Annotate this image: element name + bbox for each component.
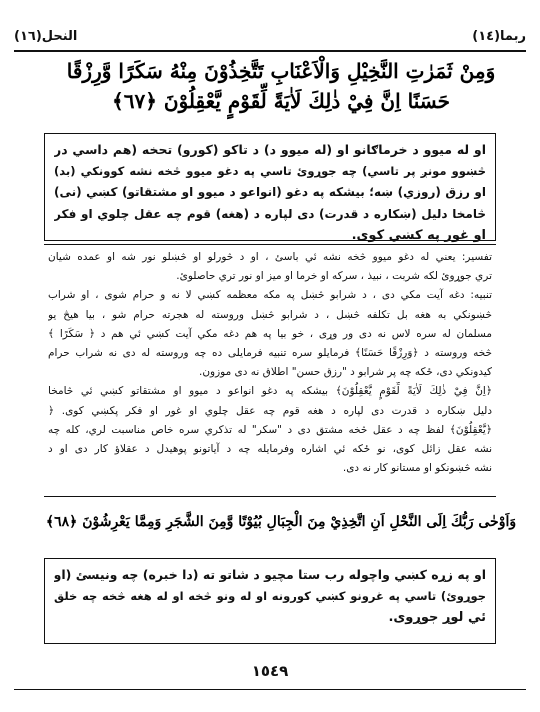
translation-line: څامخا دليل (ښکاره د قدرت) دی لپاره د (هغه) قوم چه عقل چلوي او فکر <box>54 206 486 221</box>
footer-divider <box>14 689 526 690</box>
commentary-line: نشه څښونکو او مستانو کار نه دی. <box>342 462 492 475</box>
verse-line: حَسَنًا اِنَّ فِيْ ذٰلِكَ لَاٰيَةً لِّقَوْمٍ يَّعْقِلُوْنَ ﴿٦٧﴾ <box>112 89 450 113</box>
arabic-verse-67 <box>40 56 522 128</box>
verse-line: وَاَوْحٰى رَبُّكَ اِلَى النَّحْلِ اَنِ اتَّخِذِيْ مِنَ الْجِبَالِ بُيُوْتًا وَّمِنَ الشَّجَرِ وَمِمَّا يَعْرِشُوْنَ ﴿٦٨﴾ <box>45 514 517 530</box>
commentary-line: مسلمان له سره لاس نه دی ور وړی ، خو بيا په هم دغه مکي آيت کښي ئي هم د ﴿ سَكَرًا ﴾ <box>48 327 492 340</box>
commentary-line: څخه وروسته د ﴿وَرِزْقًا حَسَنًا﴾ فرمايلو سره تنبيه فرمايلی ده چه وروسته له دی نه شراب حرام <box>48 347 492 360</box>
page-number: ١٥٤٩ <box>251 662 289 680</box>
running-header <box>14 26 526 46</box>
commentary-bottom-divider <box>44 496 496 497</box>
verse-line: وَمِنْ ثَمَرٰتِ النَّخِيْلِ وَالْاَعْنَابِ تَتَّخِذُوْنَ مِنْهُ سَكَرًا وَّرِزْقًا <box>66 59 496 83</box>
commentary-line: تري جوړوئ لکه شربت ، نبيذ ، سرکه او خرما او ميز او نور تري حاصلوئ. <box>176 270 492 283</box>
arabic-verse-68 <box>40 504 522 550</box>
commentary-line: کيدونکي دی، ځکه چه پر شرابو د "رزق حسن" اطلاق نه دی موزون. <box>198 366 492 379</box>
commentary-line: تنبيه: دغه آيت مکي دی ، د شرابو څښل په مکه معظمه کښي لا نه و حرام شوی ، او شراب <box>48 289 492 302</box>
translation-line: جوړوئ) تاسي په غرونو کښي کورونه او له ونو څخه او له هغه څخه چه خلق <box>54 588 486 603</box>
commentary-line: تفسير: يعني له دغو ميوو څخه نشه ئي باسئ ، او د څورلو او څښلو نور شه او عمده شيان <box>48 251 492 263</box>
header-surah-label: النحل(١٦) <box>14 28 78 44</box>
translation-line: او رزق (روزي) ښه؛ بيشکه په دغو (انواعو د ميوو او مشتقاتو) کښي (نی) <box>54 185 486 199</box>
commentary-line: ﴿اِنَّ فِيْ ذٰلِكَ لَاٰيَةً لِّقَوْمٍ يَّعْقِلُوْنَ﴾ بيشکه په دغو انواعو د ميوو او مشتقاتو کښي ئي څامخا <box>48 385 492 398</box>
translation-line: څښوو مونږ پر تاسي) چه جوړوئ تاسي په دغو ميوو څخه نشه کوونکي (بد) <box>54 163 486 178</box>
translation-line: او په زړه کښي واچوله رب ستا مچيو د شاتو ته (دا خبره) چه ونيسئ (او <box>54 567 486 582</box>
translation-line: ئي لوړ جوړوی. <box>388 610 486 625</box>
commentary-top-divider <box>44 244 496 245</box>
translation-line: او غور په کښي کوی. <box>351 228 486 243</box>
commentary-line: ﴿يَّعْقِلُوْنَ﴾ لفظ چه د عقل څخه مشتق دی د "سکر" له تذکري سره خاص مناسبت لري، کله چه <box>48 423 492 436</box>
commentary-line: نشه عقل زائل کوی، نو ځکه ئي اشاره وفرمايله چه د آياتونو پوهيدل د عقلاؤ کار دی او د <box>48 443 492 456</box>
header-juz-label: ربما(١٤) <box>472 28 526 44</box>
translation-box-67 <box>44 133 496 241</box>
translation-line: او له ميوو د خرماګانو او (له ميوو د) د تاکو (کورو) تحخه (هم داسي در <box>54 142 486 157</box>
commentary-line: دليل ښکاره د قدرت دی لپاره د هغه قوم چه عقل چلوي او غور او فکر پکښي کوی. ﴿ <box>48 404 492 417</box>
tafsir-commentary <box>48 248 492 478</box>
header-divider <box>14 50 526 52</box>
translation-box-68 <box>44 558 496 644</box>
commentary-line: څښونکي به هغه بل تکلفه څښل ، د شرابو څښل وروسته له هجرته حرام شو ، بيا هيڅ يو <box>48 308 492 321</box>
